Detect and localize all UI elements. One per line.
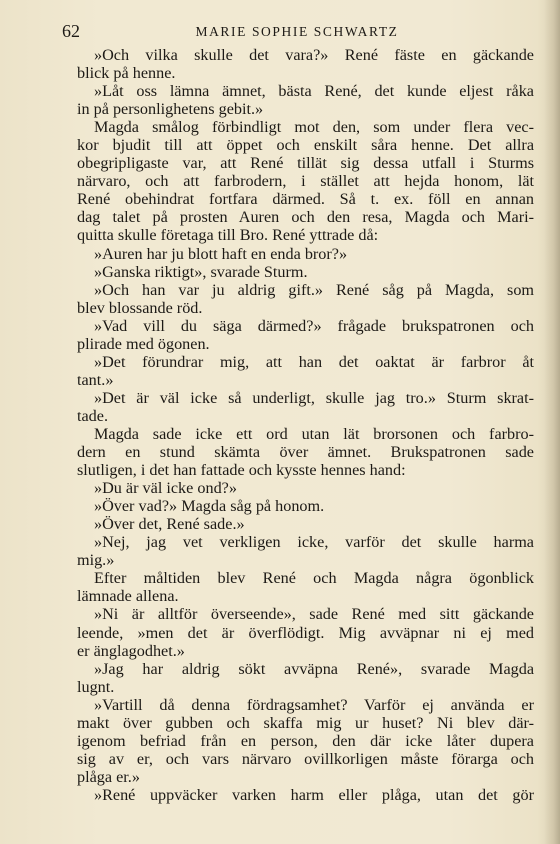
text-line: dag talet på prosten Auren och den resa, Magda och Mari- (77, 208, 534, 227)
text-line: mig.» (77, 551, 115, 570)
text-line: tant.» (77, 370, 114, 389)
text-line: »Nej, jag vet verkligen icke, varför det skulle harma (94, 533, 534, 552)
text-line: »Det är väl icke så underligt, skulle jag tro.» Sturm skrat- (94, 388, 534, 407)
text-line: sig av er, och vars närvaro ovillkorligen måste förarga och (77, 749, 534, 768)
text-line: blev blossande röd. (77, 298, 203, 317)
text-line: »Låt oss lämna ämnet, bästa René, det kunde eljest råka (94, 82, 534, 101)
gutter-shadow (544, 0, 560, 844)
text-line: »Det förundrar mig, att han det oaktat är farbror åt (94, 352, 534, 371)
text-line: »Vartill då denna fördragsamhet? Varför ej använda er (94, 695, 534, 714)
text-line: Magda smålog förbindligt mot den, som under flera vec- (94, 118, 534, 137)
text-line: »Vad vill du säga därmed?» frågade brukspatronen och (94, 316, 534, 335)
text-line: »Du är väl icke ond?» (94, 479, 237, 498)
text-line: in på personlighetens gebit.» (77, 100, 264, 119)
body-text (77, 46, 534, 804)
text-line: närvaro, och att farbrodern, i stället att hejda honom, lät (77, 172, 534, 191)
text-line: »Och han var ju aldrig gift.» René såg på Magda, som (94, 280, 534, 299)
text-line: Efter måltiden blev René och Magda några ögonblick (94, 569, 534, 588)
text-line: dern en stund skämta över ämnet. Brukspatronen sade (77, 443, 534, 462)
text-line: tade. (77, 406, 109, 425)
text-line: obegripligaste var, att René tillät sig dessa utfall i Sturms (77, 154, 534, 173)
text-line: »Auren har ju blott haft en enda bror?» (94, 244, 348, 263)
text-line: plirade med ögonen. (77, 334, 210, 353)
text-line: »Och vilka skulle det vara?» René fäste en gäckande (94, 46, 534, 64)
text-line: »Jag har aldrig sökt avväpna René», svarade Magda (94, 659, 534, 678)
text-line: »Över vad?» Magda såg på honom. (94, 497, 325, 516)
text-line: kor bjudit till att öppet och enskilt såra henne. Det allra (77, 136, 534, 155)
text-line: igenom befriad från en person, den där icke låter dupera (77, 731, 534, 750)
text-line: blick på henne. (77, 64, 176, 83)
page-header (62, 20, 532, 44)
text-line: »Ni är alltför överseende», sade René med sitt gäckande (94, 605, 534, 624)
text-line: lugnt. (77, 677, 115, 696)
text-line: Magda sade icke ett ord utan lät brorsonen och farbro- (94, 424, 534, 443)
page-number: 62 (62, 21, 80, 41)
text-line: René obehindrat fortfara därmed. Så t. ex. föll en annan (77, 190, 534, 209)
text-line: »Över det, René sade.» (94, 515, 245, 534)
text-line: quitta skulle företaga till Bro. René yttrade då: (77, 226, 379, 245)
text-line: »René uppväcker varken harm eller plåga, utan det gör (94, 785, 534, 804)
text-line: slutligen, i det han fattade och kysste hennes hand: (77, 461, 406, 480)
running-head: MARIE SOPHIE SCHWARTZ (195, 24, 399, 39)
text-line: plåga er.» (77, 767, 140, 786)
text-line: er änglagodhet.» (77, 641, 185, 660)
text-line: makt över gubben och skaffa mig ur huset? Ni blev där- (77, 713, 534, 732)
text-line: leende, »men det är överflödigt. Mig avväpnar ni ej med (77, 623, 534, 642)
text-line: lämnade allena. (77, 587, 179, 606)
text-line: »Ganska riktigt», svarade Sturm. (94, 262, 308, 281)
